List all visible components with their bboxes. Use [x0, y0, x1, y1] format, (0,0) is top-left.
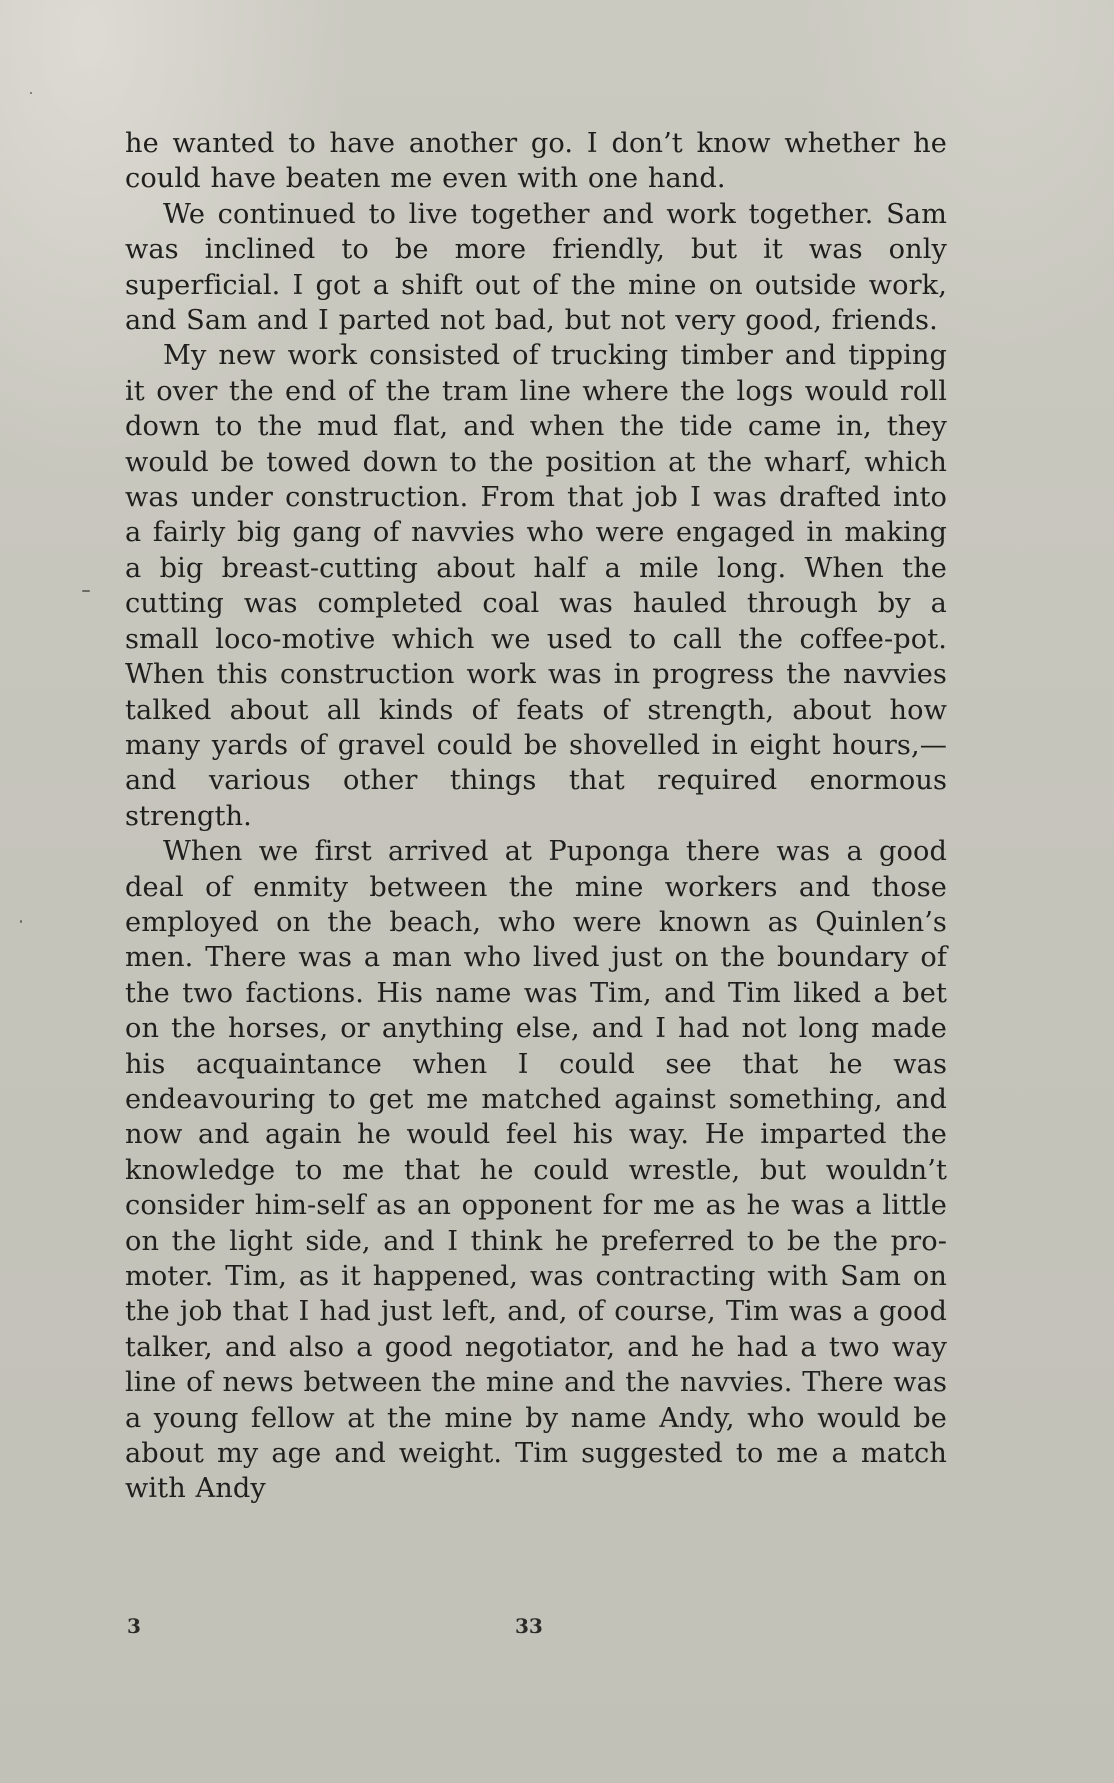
page-number: 33	[515, 1614, 543, 1638]
paragraph-sam: We continued to live together and work together. Sam was inclined to be more friendly, but it was only superficial. I got a shift out of the mine on outside work, and Sam and I parted not bad, but not very good, friends.	[125, 198, 947, 337]
paragraph-continuation: he wanted to have another go. I don’t know whether he could have beaten me even with one hand.	[125, 128, 947, 195]
page-footer	[0, 1614, 1114, 1650]
margin-speck	[30, 92, 32, 94]
margin-speck	[20, 920, 22, 923]
paragraph-new-work: My new work consisted of trucking timber and tipping it over the end of the tram line where the logs would roll down to the mud flat, and when the tide came in, they would be towed down to the position at the wharf, which was under construction. From that job I was drafted into a fairly big gang of navvies who were engaged in making a big breast-cutting about half a mile long. When the cutting was completed coal was hauled through by a small loco-motive which we used to call the coffee-pot. When this construction work was in progress the navvies talked about all kinds of feats of strength, about how many yards of gravel could be shovelled in eight hours,—and various other things that required enormous strength.	[125, 340, 947, 832]
paragraph-puponga: When we first arrived at Puponga there was a good deal of enmity between the mine workers and those employed on the beach, who were known as Quinlen’s men. There was a man who lived just on the boundary of the two factions. His name was Tim, and Tim liked a bet on the horses, or anything else, and I had not long made his acquaintance when I could see that he was endeavouring to get me matched against something, and now and again he would feel his way. He imparted the knowledge to me that he could wrestle, but wouldn’t consider him-self as an opponent for me as he was a little on the light side, and I think he preferred to be the pro-moter. Tim, as it happened, was contracting with Sam on the job that I had just left, and, of course, Tim was a good talker, and also a good negotiator, and he had a two way line of news between the mine and the navvies. There was a young fellow at the mine by name Andy, who would be about my age and weight. Tim suggested to me a match with Andy	[125, 836, 947, 1505]
signature-mark: 3	[127, 1614, 141, 1638]
body-text	[125, 126, 947, 1507]
margin-speck	[82, 590, 90, 592]
